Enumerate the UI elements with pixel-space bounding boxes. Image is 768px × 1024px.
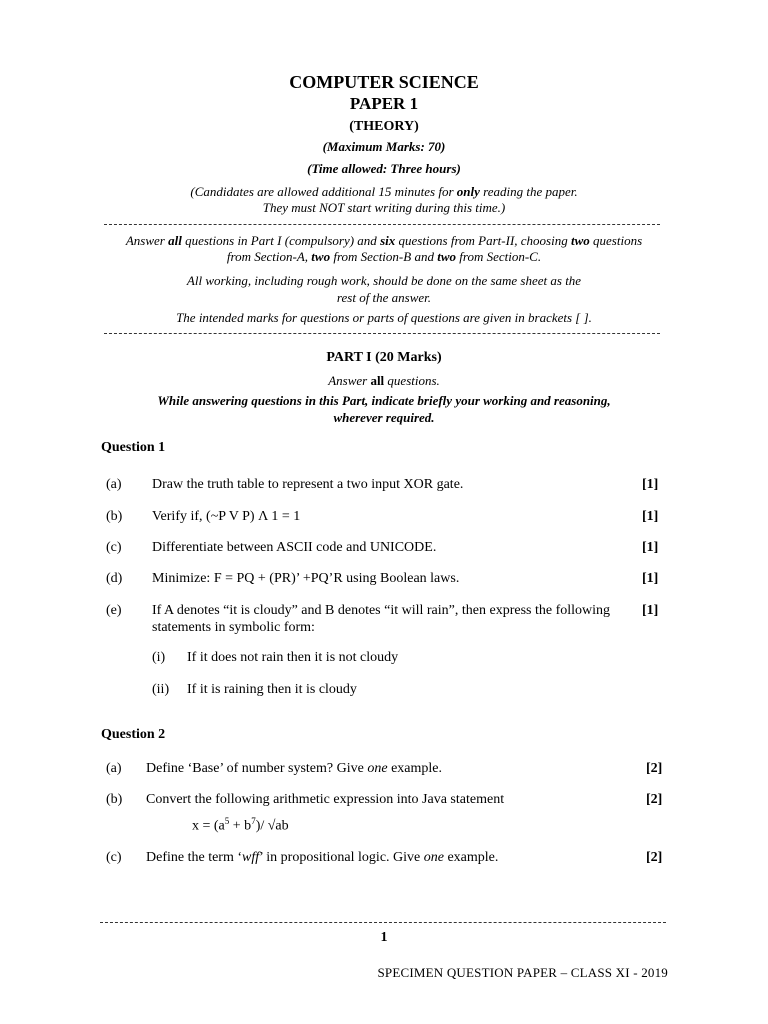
item-label: (a) — [106, 477, 122, 492]
item-marks: [1] — [642, 540, 659, 555]
item-label: (a) — [106, 761, 122, 776]
item-marks: [1] — [642, 509, 659, 524]
item-text: Define the term ‘wff’ in propositional logic. Give one example. — [146, 850, 499, 865]
part1-answer-all: Answer all questions. — [328, 373, 440, 388]
note-line-1: (Candidates are allowed additional 15 minutes for only reading the paper. — [190, 184, 578, 199]
instruction-line-2: from Section-A, two from Section-B and two from Section-C. — [226, 249, 542, 264]
item-marks: [2] — [646, 761, 663, 776]
sub-item-text: If it does not rain then it is not cloudy — [187, 650, 399, 665]
subject-title: COMPUTER SCIENCE — [289, 72, 479, 92]
item-text: Draw the truth table to represent a two input XOR gate. — [152, 477, 464, 492]
item-text: Verify if, (~P V P) Λ 1 = 1 — [152, 509, 301, 524]
divider-footer — [100, 922, 666, 923]
item-marks: [1] — [642, 477, 659, 492]
max-marks: (Maximum Marks: 70) — [322, 139, 446, 154]
sub-item-label: (i) — [152, 650, 166, 665]
item-label: (d) — [106, 571, 123, 586]
divider-top — [104, 224, 660, 225]
item-text: If A denotes “it is cloudy” and B denotes “it will rain”, then express the following — [152, 603, 611, 618]
item-marks: [1] — [642, 571, 659, 586]
sub-item-text: If it is raining then it is cloudy — [187, 682, 357, 697]
item-marks: [2] — [646, 792, 663, 807]
item-text-continued: statements in symbolic form: — [152, 620, 315, 635]
question-2-heading: Question 2 — [101, 727, 166, 742]
sub-item-label: (ii) — [152, 682, 170, 697]
part1-bold-line-1: While answering questions in this Part, indicate briefly your working and reasoning, — [157, 393, 611, 408]
item-label: (e) — [106, 603, 122, 618]
item-text: Differentiate between ASCII code and UNICODE. — [152, 540, 437, 555]
instruction-line-1: Answer all questions in Part I (compulsory) and six questions from Part-II, choosing two questions — [125, 233, 643, 248]
instruction-line-5: The intended marks for questions or parts of questions are given in brackets [ ]. — [176, 310, 592, 325]
note-line-2: They must NOT start writing during this time.) — [262, 200, 506, 215]
page-number: 1 — [380, 930, 388, 945]
instruction-line-3: All working, including rough work, should be done on the same sheet as the — [186, 273, 582, 288]
part1-title: PART I (20 Marks) — [326, 350, 442, 365]
item-text: Minimize: F = PQ + (PR)’ +PQ’R using Boolean laws. — [152, 571, 460, 586]
theory-label: (THEORY) — [349, 119, 419, 134]
item-label: (c) — [106, 540, 122, 555]
arithmetic-expression: $x = (a^5 + b^7)/$ √ab — [192, 816, 289, 834]
divider-middle — [104, 333, 660, 334]
part1-bold-line-2: wherever required. — [333, 410, 435, 425]
paper-title: PAPER 1 — [349, 94, 419, 113]
item-label: (b) — [106, 792, 123, 807]
footer-text: SPECIMEN QUESTION PAPER – CLASS XI - 2019 — [377, 965, 668, 980]
item-label: (b) — [106, 509, 123, 524]
item-label: (c) — [106, 850, 122, 865]
item-text: Define ‘Base’ of number system? Give one example. — [146, 761, 442, 776]
question-1-heading: Question 1 — [101, 440, 166, 455]
item-marks: [1] — [642, 603, 659, 618]
instruction-line-4: rest of the answer. — [336, 290, 432, 305]
time-allowed: (Time allowed: Three hours) — [307, 161, 461, 176]
item-text: Convert the following arithmetic expression into Java statement — [146, 792, 505, 807]
item-marks: [2] — [646, 850, 663, 865]
